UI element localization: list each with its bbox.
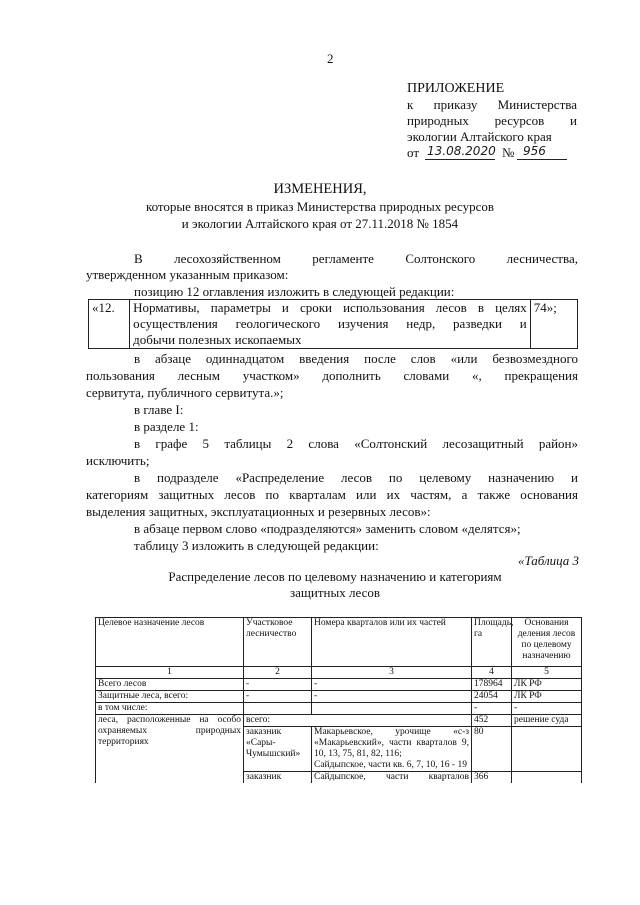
appendix-title: ПРИЛОЖЕНИЕ (407, 81, 505, 96)
table-cell: всего: (244, 715, 472, 727)
appendix-from-label: от (407, 145, 420, 160)
table-cell: в том числе: (96, 703, 244, 715)
paragraph-3-line2: пользования лесным участком» дополнить словами «, прекращения (86, 368, 578, 383)
column-number-row (96, 667, 582, 679)
table-title-line2: защитных лесов (290, 585, 380, 600)
toc-text-line: осуществления геологического изучения недр, разведки и (133, 316, 527, 331)
word: Солтонского (405, 251, 476, 266)
table-cell (512, 772, 582, 784)
toc-page: 74»; (530, 300, 577, 349)
table-cell: - (472, 703, 512, 715)
heading-line1: которые вносятся в приказ Министерства природных ресурсов (145, 199, 495, 214)
table-row (96, 703, 582, 715)
table-header-cell: Участковое лесничество (244, 618, 312, 667)
paragraph-5: в разделе 1: (134, 419, 199, 434)
table-row (96, 691, 582, 703)
table-cell: решение суда (512, 715, 582, 727)
table-header-cell: Целевое назначение лесов (96, 618, 244, 667)
appendix-word: к (407, 97, 414, 112)
word: лесохозяйственном (174, 251, 281, 266)
table-row (96, 679, 582, 691)
table-cell-oopt: леса, расположенные на особо охраняемых природных территориях (96, 715, 244, 784)
table-cell: - (244, 679, 312, 691)
table-cell: Защитные леса, всего: (96, 691, 244, 703)
appendix-word: природных (407, 113, 469, 128)
table-cell: ЛК РФ (512, 679, 582, 691)
column-number: 1 (96, 667, 244, 679)
paragraph-1-line1 (134, 251, 578, 267)
word: В (134, 251, 143, 266)
appendix-number: 956 (523, 144, 546, 158)
heading-line2: и экологии Алтайского края от 27.11.2018 № 1854 (181, 216, 459, 231)
paragraph-1-line2: утвержденном указанным приказом: (86, 267, 289, 282)
table-label: «Таблица 3 (518, 553, 580, 568)
table-cell (512, 727, 582, 772)
page-number: 2 (327, 51, 334, 66)
appendix-date: 13.08.2020 (427, 144, 496, 158)
appendix-word: ресурсов (494, 113, 545, 128)
table-cell: 178964 (472, 679, 512, 691)
table-header-cell: Основания деления лесов по целевому назначению (512, 618, 582, 667)
table-cell: Всего лесов (96, 679, 244, 691)
table-cell: - (512, 703, 582, 715)
table-cell: - (244, 691, 312, 703)
toc-text-line: Нормативы, параметры и сроки использования лесов в целях (133, 300, 527, 315)
quarter-text: Сайдыпское, части кв. 6, 7, 10, 16 - 19 (314, 760, 467, 770)
paragraph-2: позицию 12 оглавления изложить в следующей редакции: (134, 284, 455, 299)
appendix-block (407, 80, 577, 161)
word: регламенте (312, 251, 374, 266)
toc-text (130, 300, 531, 349)
appendix-word: Министерства (497, 97, 577, 112)
appendix-line3: экологии Алтайского края (407, 129, 552, 144)
number-underline (517, 159, 567, 160)
table-cell: ЛК РФ (512, 691, 582, 703)
date-underline (425, 159, 495, 160)
paragraph-8: в абзаце первом слово «подразделяются» заменить словом «делятся»; (134, 521, 521, 536)
forest-distribution-table (95, 617, 582, 783)
table-cell: заказник «Сары-Чумышский» (244, 727, 312, 772)
column-number: 4 (472, 667, 512, 679)
toc-number: «12. (89, 300, 130, 349)
paragraph-4: в главе I: (134, 402, 184, 417)
table-cell (312, 703, 472, 715)
table-header-row (96, 618, 582, 667)
table-cell: Сайдыпское, части кварталов (312, 772, 472, 784)
document-title: ИЗМЕНЕНИЯ, (273, 181, 367, 197)
table-row (96, 715, 582, 727)
paragraph-7-line2: категориям защитных лесов по кварталам или их частям, а также основания (86, 487, 578, 502)
table-title-line1: Распределение лесов по целевому назначению и категориям (168, 569, 502, 584)
column-number: 2 (244, 667, 312, 679)
appendix-word: и (570, 113, 577, 128)
paragraph-9: таблицу 3 изложить в следующей редакции: (134, 538, 379, 553)
paragraph-6-line2: исключить; (86, 453, 150, 468)
paragraph-7-line3: выделения защитных, эксплуатационных и резервных лесов»: (86, 504, 431, 519)
table-cell (244, 703, 312, 715)
table-cell: 366 (472, 772, 512, 784)
paragraph-3-line3: сервитута, публичного сервитута.»; (86, 385, 284, 400)
quarter-text: Макарьевское, урочище «с-з «Макарьевский», части кварталов 9, 10, 13, 75, 81, 82, 116; (314, 727, 469, 759)
paragraph-6-line1: в графе 5 таблицы 2 слова «Солтонский лесозащитный район» (134, 436, 578, 451)
column-number: 3 (312, 667, 472, 679)
table-cell: - (312, 691, 472, 703)
table-cell: 80 (472, 727, 512, 772)
table-cell: 452 (472, 715, 512, 727)
appendix-word: приказу (433, 97, 478, 112)
appendix-number-label: № (502, 145, 515, 160)
column-number: 5 (512, 667, 582, 679)
table-cell (312, 727, 472, 772)
toc-text-line: добычи полезных ископаемых (133, 332, 302, 347)
word: лесничества, (506, 251, 578, 266)
table-cell: - (312, 679, 472, 691)
paragraph-7-line1: в подразделе «Распределение лесов по целевому назначению и (134, 470, 578, 485)
table-header-cell: Номера кварталов или их частей (312, 618, 472, 667)
toc-amendment-table (88, 299, 578, 349)
table-cell: заказник (244, 772, 312, 784)
table-header-cell: Площадь, га (472, 618, 512, 667)
paragraph-3-line1: в абзаце одиннадцатом введения после слов «или безвозмездного (134, 351, 578, 366)
table-cell: 24054 (472, 691, 512, 703)
